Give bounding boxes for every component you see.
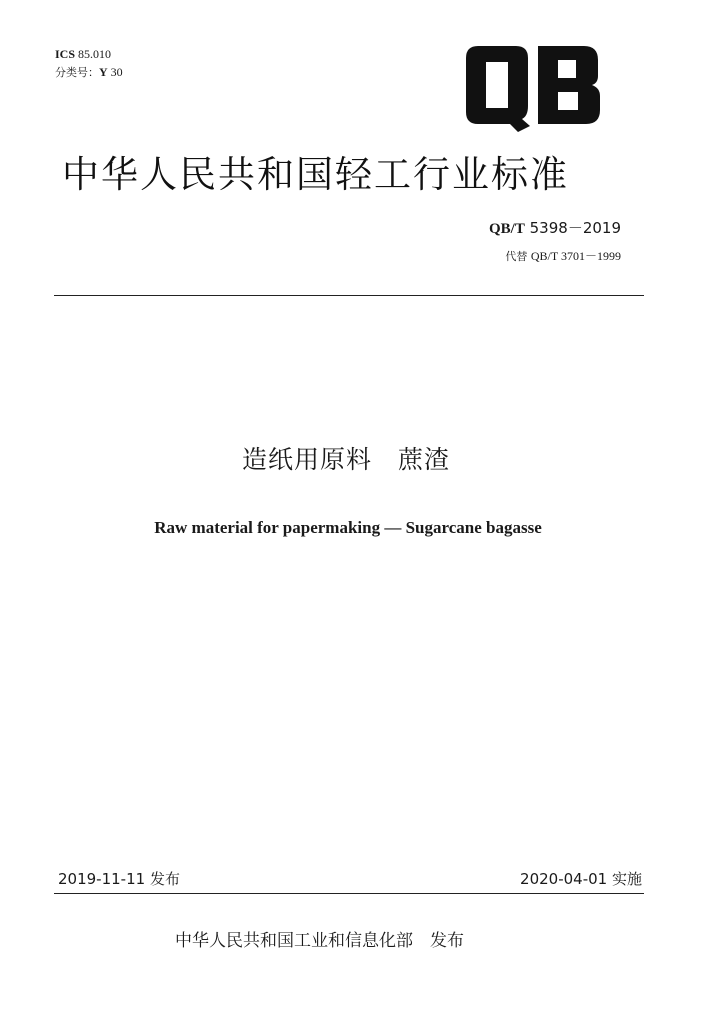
classification-code (55, 64, 123, 81)
implementation-date: 2020-04-01 实施 (520, 870, 642, 888)
standard-code-number: 5398－2019 (529, 219, 621, 237)
classification-letter: Y (99, 65, 108, 79)
top-divider (54, 295, 644, 296)
classification-number: 30 (110, 65, 123, 79)
replaces-label: 代替 (505, 250, 528, 263)
publisher: 中华人民共和国工业和信息化部 发布 (175, 931, 464, 951)
standard-type-title: 中华人民共和国轻工行业标准 (62, 153, 569, 196)
issue-date: 2019-11-11 发布 (58, 870, 180, 888)
bottom-divider (54, 893, 644, 894)
standard-code-prefix: QB/T (489, 221, 525, 237)
ics-value: 85.010 (78, 47, 112, 61)
classification-label: 分类号： (55, 66, 99, 79)
document-title-cn: 造纸用原料 蔗渣 (241, 445, 450, 474)
ics-label: ICS (55, 47, 76, 61)
replaces-code: QB/T 3701－1999 (530, 249, 621, 263)
document-title-en: Raw material for papermaking — Sugarcane bagasse (154, 518, 542, 537)
replaces-standard (505, 248, 621, 265)
ics-code (55, 46, 111, 62)
standard-code (489, 218, 621, 239)
qb-logo (466, 46, 602, 132)
